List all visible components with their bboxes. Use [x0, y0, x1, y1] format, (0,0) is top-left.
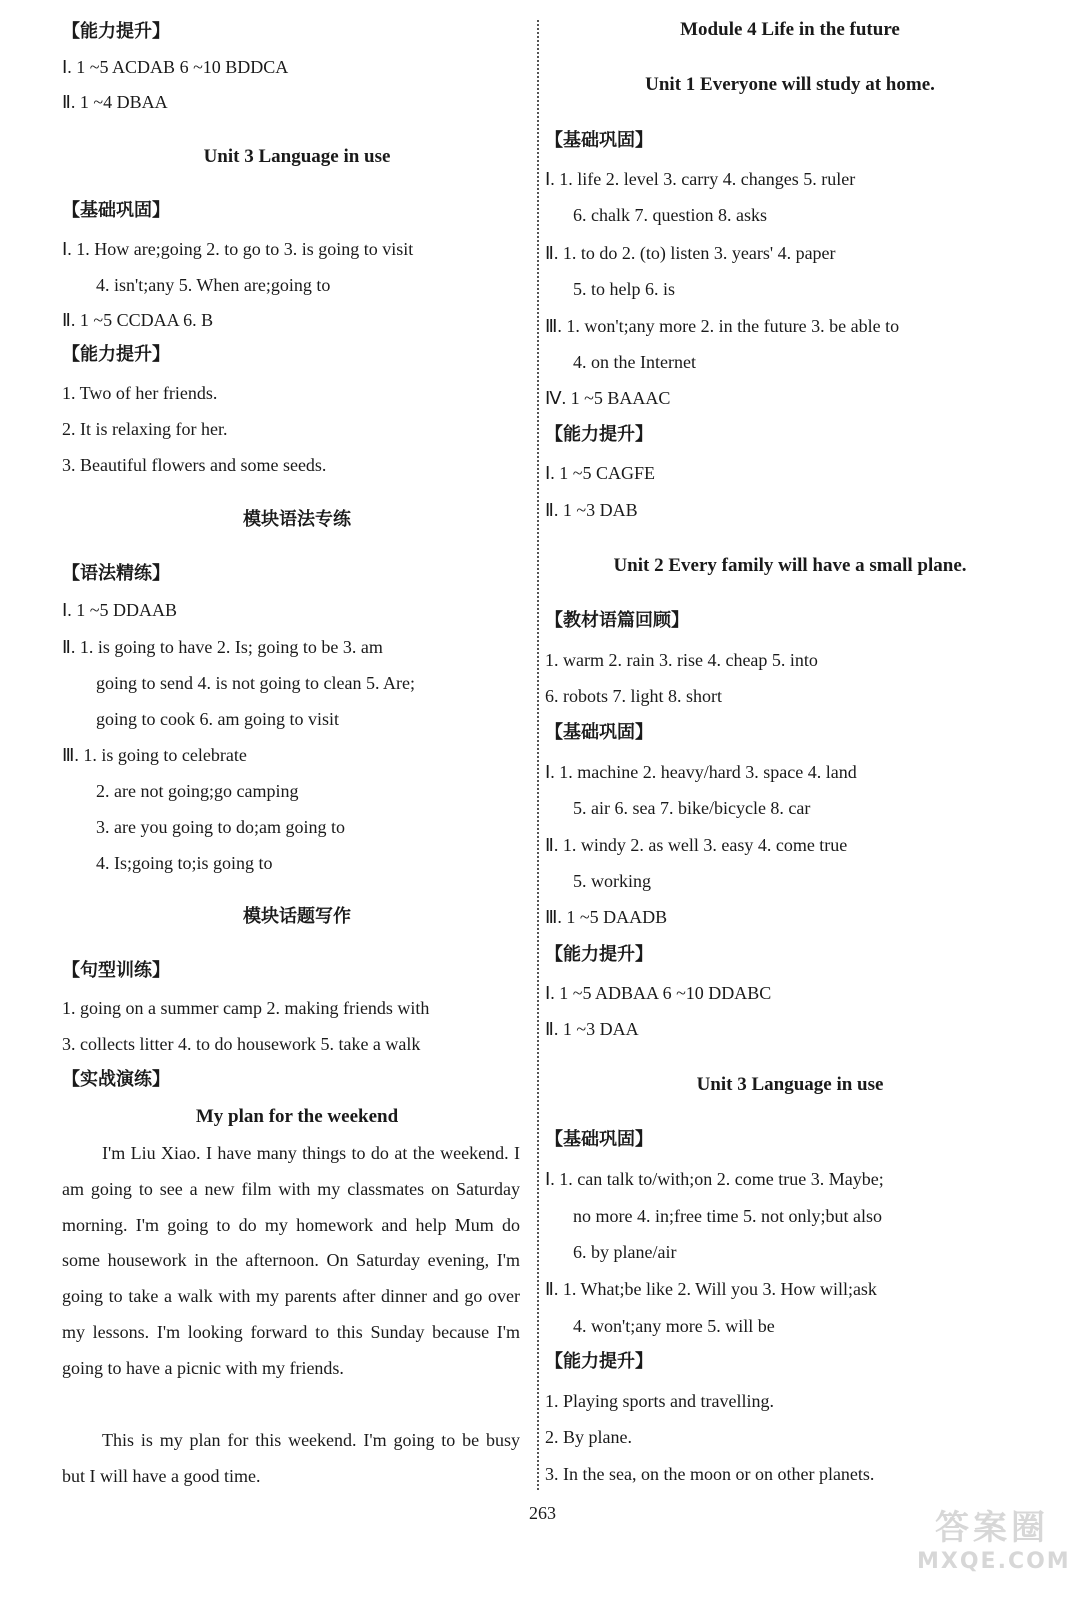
module-title: Module 4 Life in the future	[680, 19, 900, 40]
answer-line: 6. by plane/air	[573, 1242, 677, 1262]
answer-line: Ⅱ. 1. What;be like 2. Will you 3. How will;ask	[545, 1279, 877, 1299]
section-heading: 【能力提升】	[545, 1351, 653, 1372]
answer-line: Ⅰ. 1 ~5 DDAAB	[62, 600, 178, 620]
essay-paragraph: I'm Liu Xiao. I have many things to do at the weekend. I am going to see a new film with my classmates on Saturday morning. I'm going to do my homework and help Mum do some housework in the afternoon. On Saturday evening, I'm going to take a walk with my parents after dinner and go over my lessons. I'm looking forward to this Sunday because I'm going to have a picnic with my friends.	[62, 1143, 520, 1378]
section-title: 模块语法专练	[243, 509, 351, 530]
answer-line: Ⅰ. 1 ~5 ACDAB 6 ~10 BDDCA	[62, 57, 289, 77]
answer-line: 4. isn't;any 5. When are;going to	[96, 275, 331, 295]
section-heading: 【基础巩固】	[545, 722, 653, 743]
section-heading: 【基础巩固】	[62, 200, 170, 221]
watermark-text: 答案圈	[935, 1508, 1049, 1548]
section-heading: 【基础巩固】	[545, 1129, 653, 1150]
answer-line: 6. robots 7. light 8. short	[545, 686, 723, 706]
answer-line: 5. working	[573, 871, 651, 891]
answer-line: 5. to help 6. is	[573, 279, 675, 299]
answer-line: going to cook 6. am going to visit	[96, 709, 339, 729]
answer-line: 5. air 6. sea 7. bike/bicycle 8. car	[573, 798, 811, 818]
answer-line: Ⅰ. 1. can talk to/with;on 2. come true 3. Maybe;	[545, 1169, 884, 1189]
answer-line: 3. collects litter 4. to do housework 5. take a walk	[62, 1034, 421, 1054]
answer-line: 1. going on a summer camp 2. making friends with	[62, 998, 430, 1018]
answer-line: Ⅰ. 1 ~5 ADBAA 6 ~10 DDABC	[545, 983, 772, 1003]
section-heading: 【语法精练】	[62, 563, 170, 584]
answer-line: 4. Is;going to;is going to	[96, 853, 273, 873]
section-heading: 【教材语篇回顾】	[545, 610, 689, 631]
section-heading: 【实战演练】	[62, 1069, 170, 1090]
answer-line: Ⅲ. 1. is going to celebrate	[62, 745, 247, 765]
answer-line: Ⅰ. 1. life 2. level 3. carry 4. changes 5. ruler	[545, 169, 856, 189]
answer-line: Ⅱ. 1. is going to have 2. Is; going to be 3. am	[62, 637, 383, 657]
answer-line: 2. It is relaxing for her.	[62, 419, 228, 439]
section-heading: 【能力提升】	[545, 424, 653, 445]
section-heading: 【能力提升】	[62, 21, 170, 42]
answer-line: Ⅰ. 1. How are;going 2. to go to 3. is going to visit	[62, 239, 414, 259]
answer-line: Ⅱ. 1 ~5 CCDAA 6. B	[62, 310, 214, 330]
page-number: 263	[529, 1503, 556, 1523]
unit-title: Unit 3 Language in use	[696, 1074, 884, 1095]
answer-line: Ⅱ. 1. to do 2. (to) listen 3. years' 4. paper	[545, 243, 836, 263]
section-heading: 【基础巩固】	[545, 130, 653, 151]
essay-paragraph: This is my plan for this weekend. I'm going to be busy but I will have a good time.	[62, 1430, 520, 1486]
column-divider	[537, 20, 539, 1490]
essay-title: My plan for the weekend	[195, 1106, 399, 1127]
watermark-logo	[917, 1508, 1071, 1586]
answer-line: 3. In the sea, on the moon or on other planets.	[545, 1464, 875, 1484]
answer-line: Ⅱ. 1. windy 2. as well 3. easy 4. come true	[545, 835, 848, 855]
answer-line: 6. chalk 7. question 8. asks	[573, 205, 767, 225]
answer-line: no more 4. in;free time 5. not only;but also	[573, 1206, 882, 1226]
answer-line: 1. Two of her friends.	[62, 383, 218, 403]
answer-line: 1. warm 2. rain 3. rise 4. cheap 5. into	[545, 650, 818, 670]
section-heading: 【能力提升】	[545, 944, 653, 965]
answer-line: Ⅱ. 1 ~3 DAA	[545, 1019, 639, 1039]
answer-line: 2. By plane.	[545, 1427, 632, 1447]
answer-line: 2. are not going;go camping	[96, 781, 299, 801]
unit-title: Unit 2 Every family will have a small plane.	[613, 555, 967, 576]
answer-line: Ⅰ. 1 ~5 CAGFE	[545, 463, 656, 483]
answer-line: Ⅰ. 1. machine 2. heavy/hard 3. space 4. land	[545, 762, 857, 782]
answer-line: 4. on the Internet	[573, 352, 696, 372]
unit-title: Unit 3 Language in use	[203, 146, 391, 167]
answer-line: Ⅱ. 1 ~4 DBAA	[62, 92, 168, 112]
answer-line: 3. Beautiful flowers and some seeds.	[62, 455, 327, 475]
answer-line: Ⅳ. 1 ~5 BAAAC	[545, 388, 671, 408]
answer-line: Ⅲ. 1. won't;any more 2. in the future 3. be able to	[545, 316, 900, 336]
section-heading: 【能力提升】	[62, 344, 170, 365]
answer-line: Ⅱ. 1 ~3 DAB	[545, 500, 638, 520]
section-title: 模块话题写作	[243, 906, 351, 927]
answer-line: going to send 4. is not going to clean 5. Are;	[96, 673, 415, 693]
answer-line: 1. Playing sports and travelling.	[545, 1391, 774, 1411]
answer-line: 4. won't;any more 5. will be	[573, 1316, 775, 1336]
answer-line: Ⅲ. 1 ~5 DAADB	[545, 907, 668, 927]
unit-title: Unit 1 Everyone will study at home.	[645, 74, 935, 95]
section-heading: 【句型训练】	[62, 960, 170, 981]
answer-line: 3. are you going to do;am going to	[96, 817, 345, 837]
watermark-url: MXQE.COM	[917, 1549, 1071, 1574]
